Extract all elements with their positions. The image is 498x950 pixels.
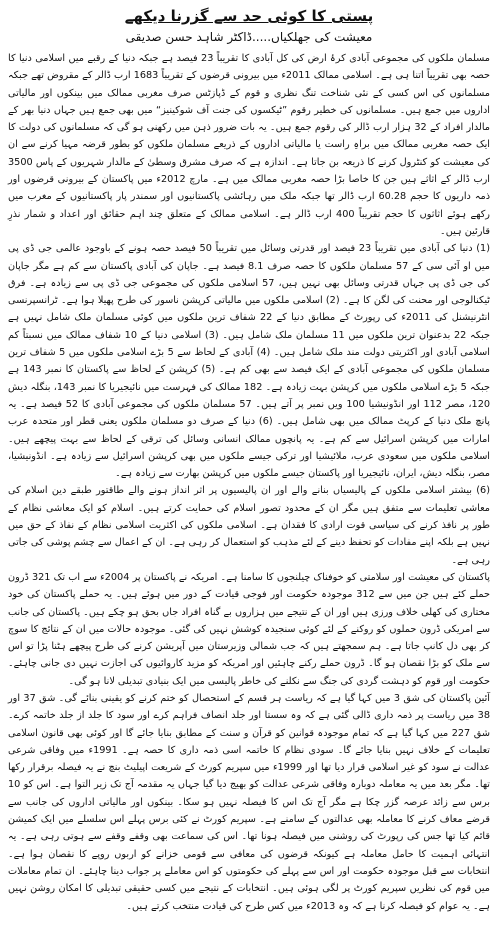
paragraph-1: مسلمان ملکوں کی مجموعی آبادی کرۂ ارض کی کل آبادی کا تقریباً 23 فیصد ہے جبکہ دنیا کے رقبے میں اسلامی دنیا کا حصہ بھی تقریباً اتنا ہی ہے۔ اسلامی ممالک 2011ء میں بیرونی قرضوں کے تقریباً 1683 ارب ڈالر کے مقروض تھے جبکہ مسلمانوں کی اس کسی کے نئی شناخت تنگ نظری و قوم کے ڈپازٹس صرف مغربی ممالک میں بینکوں اور مالیاتی اداروں میں جمع ہیں۔ مسلمانوں کی خطیر رقوم ”ٹیکسوں کی جنت آف شوکینیز“ میں بھی جمع ہیں جہاں دنیا بھر کے مالدار افراد کے 32 ہزار ارب ڈالر کی رقوم جمع ہیں۔ یہ بات ضرور ذہن میں رکھنی ہو گی کہ مسلمانوں کی دولت کا ایک حصہ مغربی ممالک میں براہِ راست یا مالیاتی اداروں کے ذریعے مسلمان ملکوں کو بطور قرضہ مہیا کرنے سے ان کی معیشت کو کنٹرول کرنے کا ذریعہ بن جاتا ہے۔ اندازہ ہے کہ صرف مشرق وسطیٰ کے مالدار شہریوں کے پاس 3500 ارب ڈالر کے اثاثے ہیں جن کا خاصا بڑا حصہ مغربی ممالک میں ہے۔ مارچ 2012ء میں پاکستان کے بیرونی قرضوں اور ذمہ داریوں کا حجم 60.28 ارب ڈالر تھا جبکہ ملک میں رہائشی پاکستانیوں اور سمندر پار پاکستانیوں کے مغرب میں رکھے ہوئے اثاثوں کا حجم تقریباً 400 ارب ڈالر ہے۔ اسلامی ممالک کے متعلق چند اہم حقائق اور اعداد و شمار نذرِ قارئین ہیں۔ [8, 53, 491, 237]
paragraph-4: پاکستان کی معیشت اور سلامتی کو خوفناک چیلنجوں کا سامنا ہے۔ امریکہ نے پاکستان پر 2004ء سے اب تک 321 ڈرون حملے کئے ہیں جن میں سے 312 موجودہ حکومت اور فوجی قیادت کے دور میں ہوئے ہیں۔ یہ حملے پاکستان کی خود مختاری کی کھلی خلاف ورزی ہیں اور ان کے نتیجے میں ہزاروں بے گناہ افراد جاں بحق ہو چکے ہیں۔ پاکستان کی جانب سے امریکی ڈرون حملوں کو روکنے کے لئے کوئی سنجیدہ کوشش نہیں کی گئی۔ موجودہ حالات میں ان کے نتائج کا سوچ کر بھی دل کانپ جاتا ہے۔ ہم سمجھتے ہیں کہ جب شمالی وزیرستان میں آپریشن کرنے کی طرح پیچھے ہٹنا پڑا تو اس سے ملک کو بڑا نقصان ہو گا۔ ڈرون حملے رکنے چاہئیں اور امریکہ کو مزید کاروائیوں کی اجازت نہیں دی جانی چاہئے۔ حکومت اور قوم کو دہشت گردی کی جنگ سے نکلنے کی خاطر پالیسی میں ایک بنیادی تبدیلی لانا ہو گی۔ [8, 571, 490, 687]
article-body [8, 50, 490, 915]
byline: معیشت کی جھلکیاں.....ڈاکٹر شاہد حسن صدیقی [125, 30, 373, 44]
paragraph-2: (1) دنیا کی آبادی میں تقریباً 23 فیصد اور قدرتی وسائل میں تقریباً 50 فیصد حصہ ہونے کے باوجود عالمی جی ڈی پی میں او آئی سی کے 57 مسلمان ملکوں کا حصہ صرف 8.1 فیصد ہے۔ جاپان کی آبادی پاکستان سے کم ہے مگر جاپان کی جی ڈی پی جہاں قدرتی وسائل بھی نہیں ہیں، 57 اسلامی ملکوں کی مجموعی جی ڈی پی سے زیادہ ہے۔ فرق ٹیکنالوجی اور محنت کی لگن کا ہے۔ (2) اسلامی ملکوں میں مالیاتی کرپشن ناسور کی طرح پھیلا ہوا ہے۔ ٹرانسپرنسی انٹرنیشنل کی 2011ء کی رپورٹ کے مطابق دنیا کے 22 شفاف ترین ملکوں میں کوئی مسلمان ملک شامل نہیں ہے جبکہ 22 بدعنوان ترین ملکوں میں 11 مسلمان ملک شامل ہیں۔ (3) اسلامی دنیا کے 10 شفاف ممالک میں نسبتاً کم اسلامی آبادی اور اکثریتی دولت مند ملک شامل ہیں۔ (4) آبادی کے لحاظ سے 5 بڑے اسلامی ملکوں میں 5 شفاف ترین مسلمان ملکوں کی مجموعی آبادی کے ایک فیصد سے بھی کم ہے۔ (5) کرپشن کے لحاظ سے پاکستان کا نمبر 143 ہے جبکہ 5 بڑے اسلامی ملکوں میں کرپشن بہت زیادہ ہے۔ 182 ممالک کی فہرست میں نائیجیریا کا نمبر 143، بنگلہ دیش 120، مصر 112 اور انڈونیشیا 100 ویں نمبر پر آتے ہیں۔ 57 مسلمان ملکوں کی مجموعی آبادی کا 52 فیصد ہے۔ یہ پانچ ملک دنیا کے کرپٹ ممالک میں بھی شامل ہیں۔ (6) دنیا کے صرف دو مسلمان ملکوں یعنی قطر اور متحدہ عرب امارات میں کرپشن اسرائیل سے کم ہے۔ یہ پانچوں ممالک انسانی وسائل کی ترقی کے لحاظ سے بہت پیچھے ہیں۔ اسلامی ملکوں میں سعودی عرب، ملائیشیا اور ترکی جیسے ملکوں میں بھی کرپشن اسرائیل سے زیادہ ہے۔ انڈونیشیا، مصر، بنگلہ دیش، ایران، نائیجیریا اور پاکستان جیسے ملکوں میں کرپشن بھارت سے زیادہ ہے۔ [8, 243, 491, 480]
paragraph-5: آئین پاکستان کی شق 3 میں کہا گیا ہے کہ ریاست ہر قسم کے استحصال کو ختم کرنے کو یقینی بنائے گی۔ شق 37 اور 38 میں ریاست پر ذمہ داری ڈالی گئی ہے کہ وہ سستا اور جلد انصاف فراہم کرے اور سود کا جلد از جلد خاتمہ کرے۔ شق 227 میں کہا گیا ہے کہ تمام موجودہ قوانین کو قرآن و سنت کے مطابق بنایا جائے گا اور کوئی بھی قانون اسلامی تعلیمات کے خلاف نہیں بنایا جائے گا۔ سودی نظام کا خاتمہ اسی ذمہ داری کا حصہ ہے۔ 1991ء میں وفاقی شرعی عدالت نے سود کو غیر اسلامی قرار دیا تھا اور 1999ء میں سپریم کورٹ کے شریعت اپیلیٹ بنچ نے یہ فیصلہ برقرار رکھا تھا۔ مگر بعد میں یہ معاملہ دوبارہ وفاقی شرعی عدالت کو بھیج دیا گیا جہاں یہ مقدمہ آج تک زیر التوا ہے۔ اس کو 10 برس سے زائد عرصہ گزر چکا ہے مگر آج تک اس کا فیصلہ نہیں ہو سکا۔ بینکوں اور مالیاتی اداروں کی جانب سے قرضے معاف کرنے کا معاملہ بھی عدالتوں کے سامنے ہے۔ سپریم کورٹ نے کئی برس پہلے اس سلسلے میں ایک کمیشن قائم کیا تھا جس کی رپورٹ کی روشنی میں فیصلہ ہونا تھا۔ اس کی سماعت بھی وقفے وقفے سے ہوتی رہی ہے۔ یہ انتہائی اہمیت کا حامل معاملہ ہے کیونکہ قرضوں کی معافی سے قومی خزانے کو اربوں روپے کا نقصان ہوا ہے۔ انتخابات سے قبل موجودہ حکومت اور اس سے پہلے کی حکومتوں کو اس معاملے پر جواب دینا چاہئے۔ ان تمام معاملات میں قوم کی نظریں سپریم کورٹ پر لگی ہوئی ہیں۔ انتخابات کے نتیجے میں کسی حقیقی تبدیلی کا امکان روشن نہیں ہے۔ یہ عوام کو فیصلہ کرنا ہے کہ وہ 2013ء میں کس طرح کی قیادت منتخب کرتے ہیں۔ [8, 692, 490, 912]
article-header [8, 6, 490, 46]
headline: پستی کا کوئی حد سے گزرنا دیکھے [124, 7, 374, 25]
paragraph-3: (6) بیشتر اسلامی ملکوں کے پالیسیاں بنانے والے اور ان پالیسیوں پر اثر انداز ہونے والے طاقتور طبقے دین اسلام کی معاشی تعلیمات سے متفق ہیں مگر ان کے محدود تصور اسلام کی حمایت کرتے ہیں۔ اسلام کو ایک معاشی نظام کے طور پر نافذ کرنے کی سیاسی قوت ارادی کا فقدان ہے۔ اسلامی ملکوں کی اکثریت اسلامی نظام کے نفاذ کے حق میں نہیں ہے بلکہ اپنے مفادات کو تحفظ دینے کے لئے مذہب کو استعمال کر رہی ہے۔ ان کے اعمال سے چشم پوشی کی جاتی رہی ہے۔ [8, 485, 490, 566]
